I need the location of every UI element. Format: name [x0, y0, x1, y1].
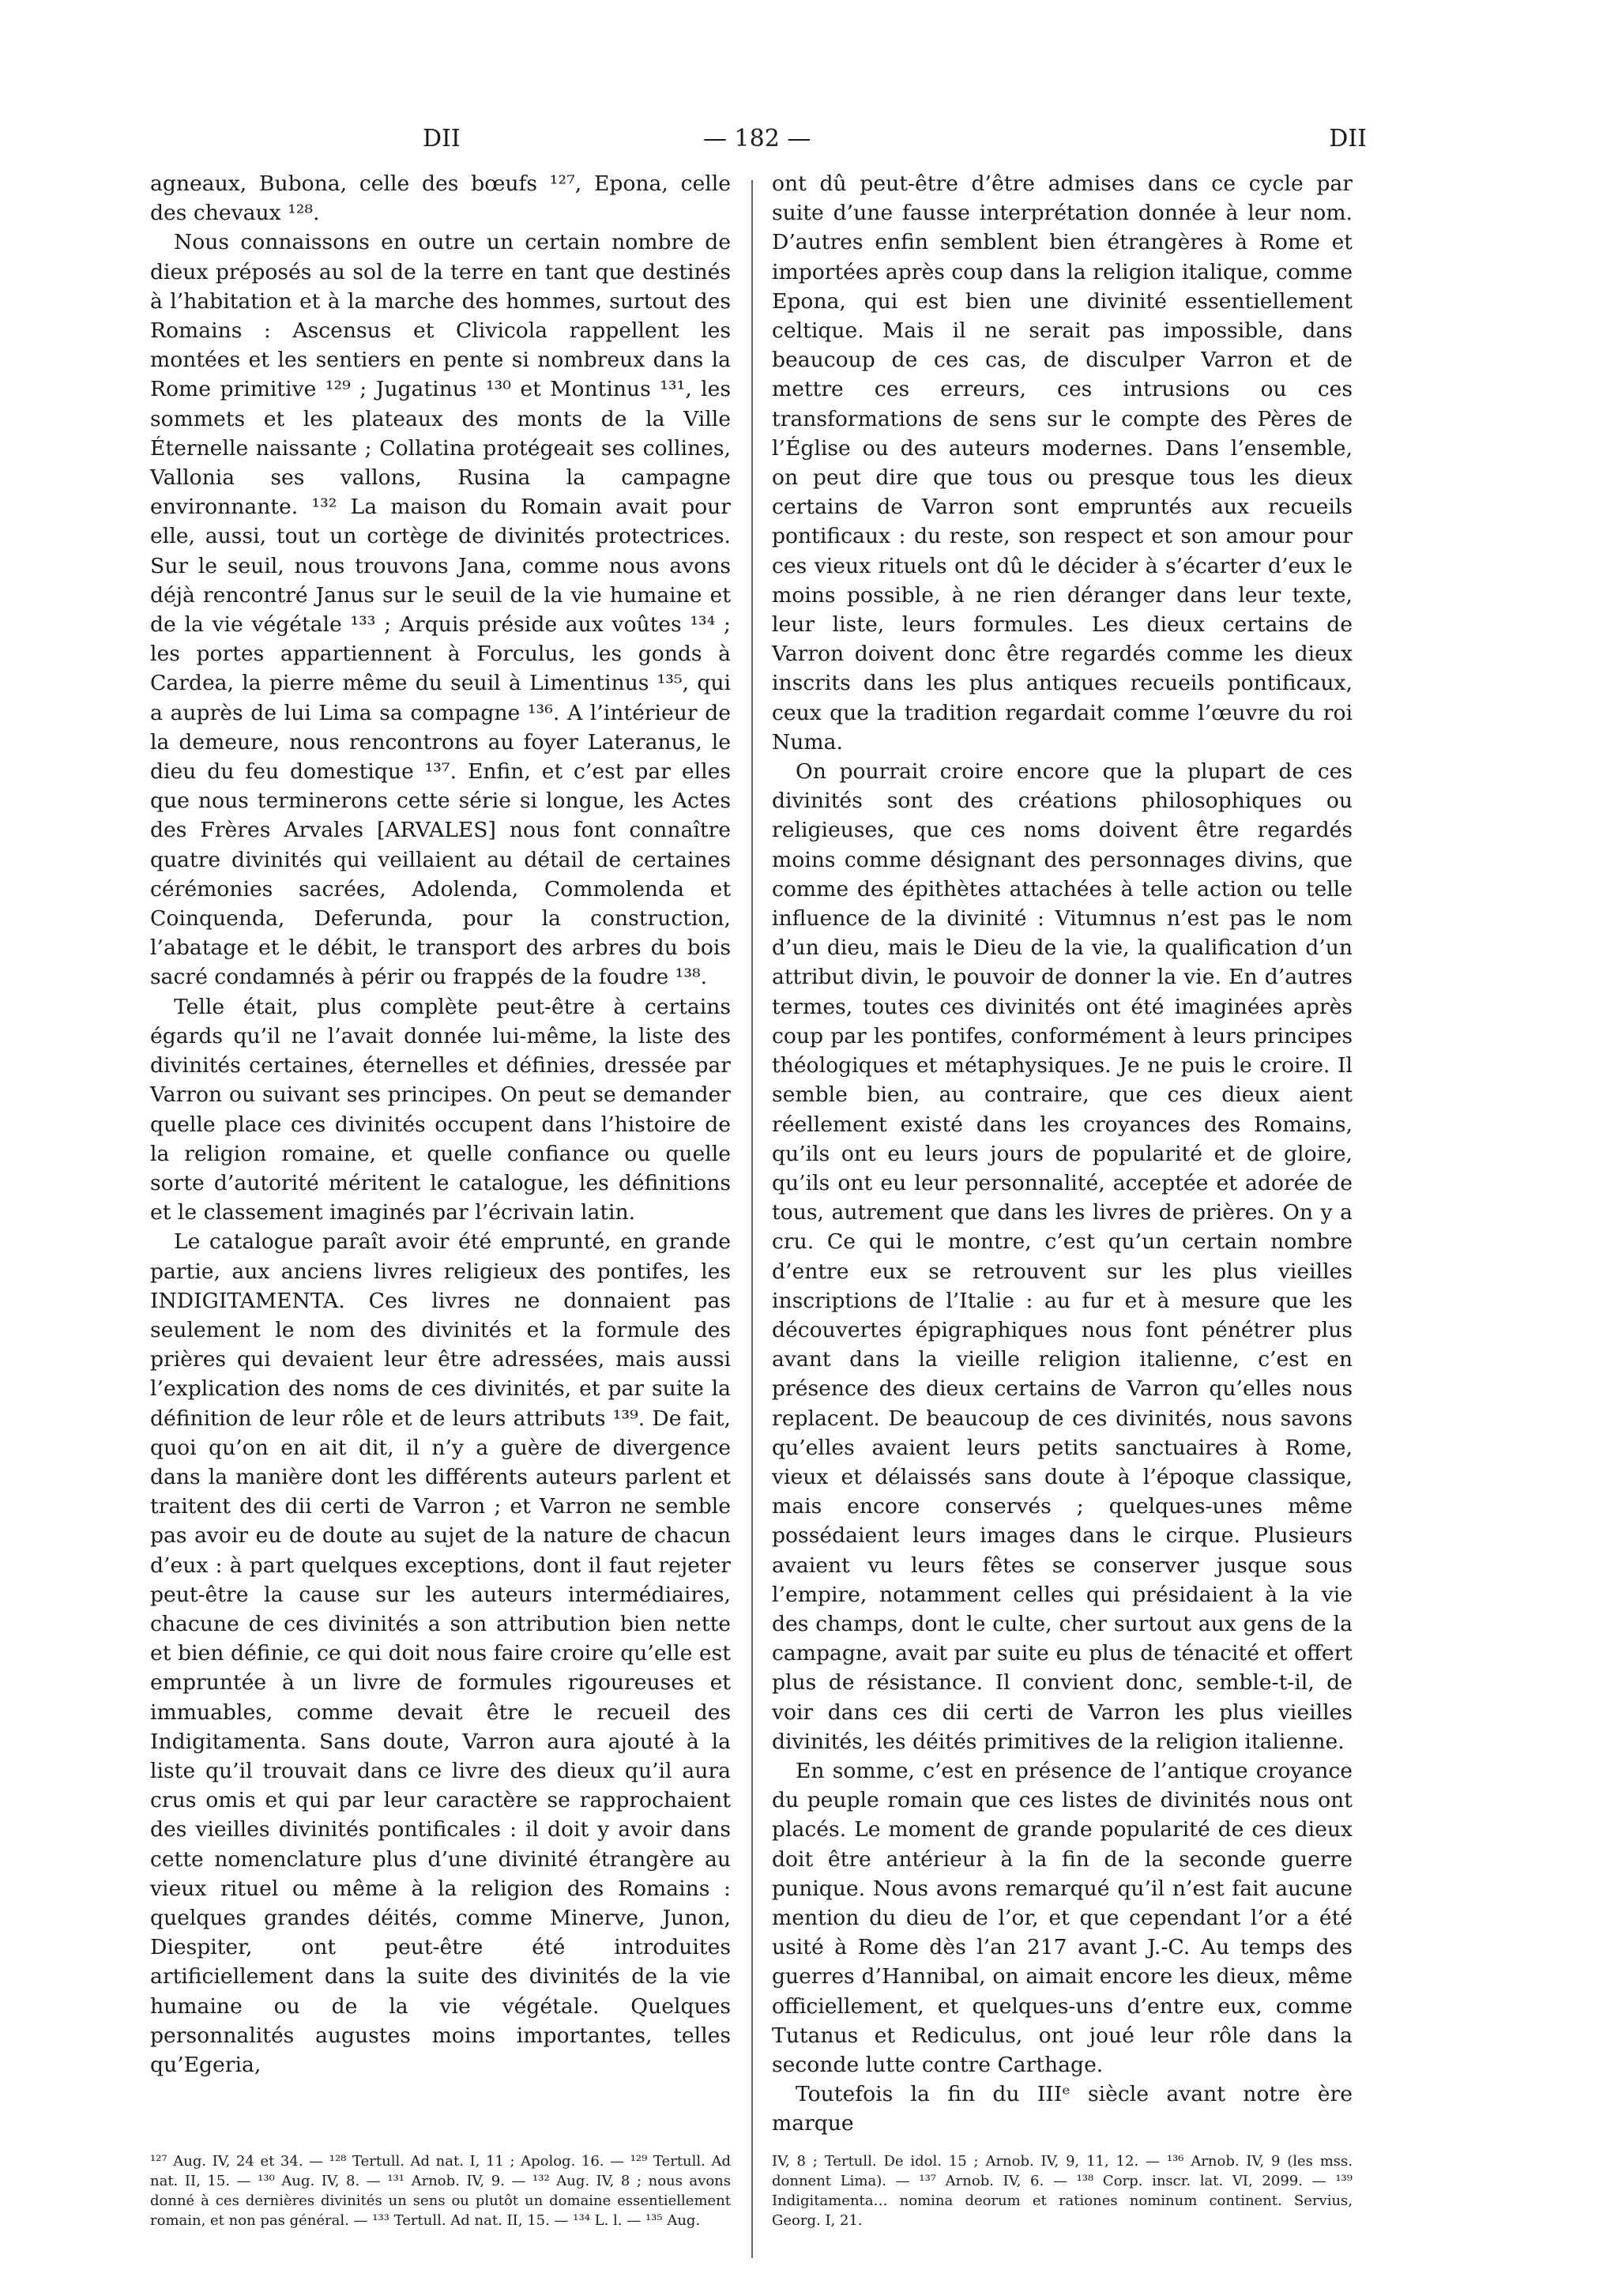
header-left-keyword: DII: [423, 125, 461, 152]
header-right-keyword: DII: [1329, 125, 1367, 152]
paragraph: Nous connaissons en outre un certain nombre de dieux préposés au sol de la terre en tant que destinés à l’habitation et à la marche des hommes, surtout des Romains : Ascensus et Clivicola rappellent les montées et les sentiers en pente si nombreux dans la Rome primitive ¹²⁹ ; Jugatinus ¹³⁰ et Montinus ¹³¹, les sommets et les plateaux des monts de la Ville Éternelle naissante ; Collatina protégeait ses collines, Vallonia ses vallons, Rusina la campagne environnante. ¹³² La maison du Romain avait pour elle, aussi, tout un cortège de divinités protectrices. Sur le seuil, nous trouvons Jana, comme nous avons déjà rencontré Janus sur le seuil de la vie humaine et de la vie végétale ¹³³ ; Arquis préside aux voûtes ¹³⁴ ; les portes appartiennent à Forculus, les gonds à Cardea, la pierre même du seuil à Limentinus ¹³⁵, qui a auprès de lui Lima sa compagne ¹³⁶. A l’intérieur de la demeure, nous rencontrons au foyer Lateranus, le dieu du feu domestique ¹³⁷. Enfin, et c’est par elles que nous terminerons cette série si longue, les Actes des Frères Arvales [ARVALES] nous font connaître quatre divinités qui veillaient au détail de certaines cérémonies sacrées, Adolenda, Commolenda et Coinquenda, Deferunda, pour la construction, l’abatage et le débit, le transport des arbres du bois sacré condamnés à périr ou frappés de la foudre ¹³⁸.: [150, 230, 731, 990]
paragraph: Toutefois la fin du IIIᵉ siècle avant notre ère marque: [772, 2082, 1353, 2136]
paragraph: On pourrait croire encore que la plupart de ces divinités sont des créations philosophiques ou religieuses, que ces noms doivent être regardés moins comme désignant des personnages divins, que comme des épithètes attachées à telle action ou telle influence de la divinité : Vitumnus n’est pas le nom d’un dieu, mais le Dieu de la vie, la qualification d’un attribut divin, le pouvoir de donner la vie. En d’autres termes, toutes ces divinités ont été imaginées après coup par les pontifes, conformément à leurs principes théologiques et métaphysiques. Je ne puis le croire. Il semble bien, au contraire, que ces dieux aient réellement existé dans les croyances des Romains, qu’ils ont eu leurs jours de popularité et de gloire, qu’ils ont eu leur personnalité, acceptée et adorée de tous, autrement que dans les livres de prières. On y a cru. Ce qui le montre, c’est qu’un certain nombre d’entre eux se retrouvent sur les plus vieilles inscriptions de l’Italie : au fur et à mesure que les découvertes épigraphiques nous font pénétrer plus avant dans la vieille religion italienne, c’est en présence des dieux certains de Varron qu’elles nous replacent. De beaucoup de ces divinités, nous savons qu’elles avaient leurs petits sanctuaires à Rome, vieux et délaissés sans doute à l’époque classique, mais encore conservés ; quelques-unes même possédaient leurs images dans le cirque. Plusieurs avaient vu leurs fêtes se conserver jusque sous l’empire, notamment celles qui présidaient à la vie des champs, dont le culte, cher surtout aux gens de la campagne, avait par suite eu plus de ténacité et offert plus de résistance. Il convient donc, semble-t-il, de voir dans ces dii certi de Varron les plus vieilles divinités, les déités primitives de la religion italienne.: [772, 759, 1353, 1754]
page-header: [150, 125, 1367, 164]
footnotes-left: ¹²⁷ Aug. IV, 24 et 34. — ¹²⁸ Tertull. Ad nat. I, 11 ; Apolog. 16. — ¹²⁹ Tertull. Ad nat. II, 15. — ¹³⁰ Aug. IV, 8. — ¹³¹ Arnob. IV, 9. — ¹³² Aug. IV, 8 ; nous avons donné à ces dernières divinités un sens ou plutôt un domaine essentiellement romain, et non pas général. — ¹³³ Tertull. Ad nat. II, 15. — ¹³⁴ L. l. — ¹³⁵ Aug.: [150, 2152, 731, 2229]
paragraph: En somme, c’est en présence de l’antique croyance du peuple romain que ces listes de divinités nous ont placés. Le moment de grande popularité de ces dieux doit être antérieur à la fin de la seconde guerre punique. Nous avons remarqué qu’il n’est fait aucune mention du dieu de l’or, et que cependant l’or a été usité à Rome dès l’an 217 avant J.-C. Au temps des guerres d’Hannibal, on aimait encore les dieux, même officiellement, et quelques-uns d’entre eux, comme Tutanus et Rediculus, ont joué leur rôle dans la seconde lutte contre Carthage.: [772, 1758, 1353, 2077]
right-column: [772, 169, 1353, 2139]
left-column: [150, 169, 731, 2080]
paragraph: agneaux, Bubona, celle des bœufs ¹²⁷, Epona, celle des chevaux ¹²⁸.: [150, 171, 731, 226]
footnotes-right: IV, 8 ; Tertull. De idol. 15 ; Arnob. IV, 9, 11, 12. — ¹³⁶ Arnob. IV, 9 (les mss. donnent Lima). — ¹³⁷ Arnob. IV, 6. — ¹³⁸ Corp. inscr. lat. VI, 2099. — ¹³⁹ Indigitamenta… nomina deorum et rationes nominum continent. Servius, Georg. I, 21.: [772, 2152, 1353, 2229]
column-divider: [751, 180, 753, 2258]
paragraph: Telle était, plus complète peut-être à certains égards qu’il ne l’avait donnée lui-même, la liste des divinités certaines, éternelles et définies, dressée par Varron ou suivant ses principes. On peut se demander quelle place ces divinités occupent dans l’histoire de la religion romaine, et quelle confiance ou quelle sorte d’autorité méritent le catalogue, les définitions et le classement imaginés par l’écrivain latin.: [150, 994, 731, 1225]
page-number: — 182 —: [703, 125, 811, 152]
paragraph: ont dû peut-être d’être admises dans ce cycle par suite d’une fausse interprétation donnée à leur nom. D’autres enfin semblent bien étrangères à Rome et importées après coup dans la religion italique, comme Epona, qui est bien une divinité essentiellement celtique. Mais il ne serait pas impossible, dans beaucoup de ces cas, de disculper Varron et de mettre ces erreurs, ces intrusions ou ces transformations de sens sur le compte des Pères de l’Église ou des auteurs modernes. Dans l’ensemble, on peut dire que tous ou presque tous les dieux certains de Varron sont empruntés aux recueils pontificaux : du reste, son respect et son amour pour ces vieux rituels ont dû le décider à s’écarter d’eux le moins possible, à ne rien déranger dans leur texte, leur liste, leurs formules. Les dieux certains de Varron doivent donc être regardés comme les dieux inscrits dans les plus antiques recueils pontificaux, ceux que la tradition regardait comme l’œuvre du roi Numa.: [772, 171, 1353, 755]
paragraph: Le catalogue paraît avoir été emprunté, en grande partie, aux anciens livres religieux des pontifes, les INDIGITAMENTA. Ces livres ne donnaient pas seulement le nom des divinités et la formule des prières qui devaient leur être adressées, mais aussi l’explication des noms de ces divinités, et par suite la définition de leur rôle et de leurs attributs ¹³⁹. De fait, quoi qu’on en ait dit, il n’y a guère de divergence dans la manière dont les différents auteurs parlent et traitent des dii certi de Varron ; et Varron ne semble pas avoir eu de doute au sujet de la nature de chacun d’eux : à part quelques exceptions, dont il faut rejeter peut-être la cause sur les auteurs intermédiaires, chacune de ces divinités a son attribution bien nette et bien définie, ce qui doit nous faire croire qu’elle est empruntée à un livre de formules rigoureuses et immuables, comme devait être le recueil des Indigitamenta. Sans doute, Varron aura ajouté à la liste qu’il trouvait dans ce livre des dieux qu’il aura crus omis et qui par leur caractère se rapprochaient des vieilles divinités pontificales : il doit y avoir dans cette nomenclature plus d’une divinité étrangère au vieux rituel ou même à la religion des Romains : quelques grandes déités, comme Minerve, Junon, Diespiter, ont peut-être été introduites artificiellement dans la suite des divinités de la vie humaine ou de la vie végétale. Quelques personnalités augustes moins importantes, telles qu’Egeria,: [150, 1229, 731, 2077]
